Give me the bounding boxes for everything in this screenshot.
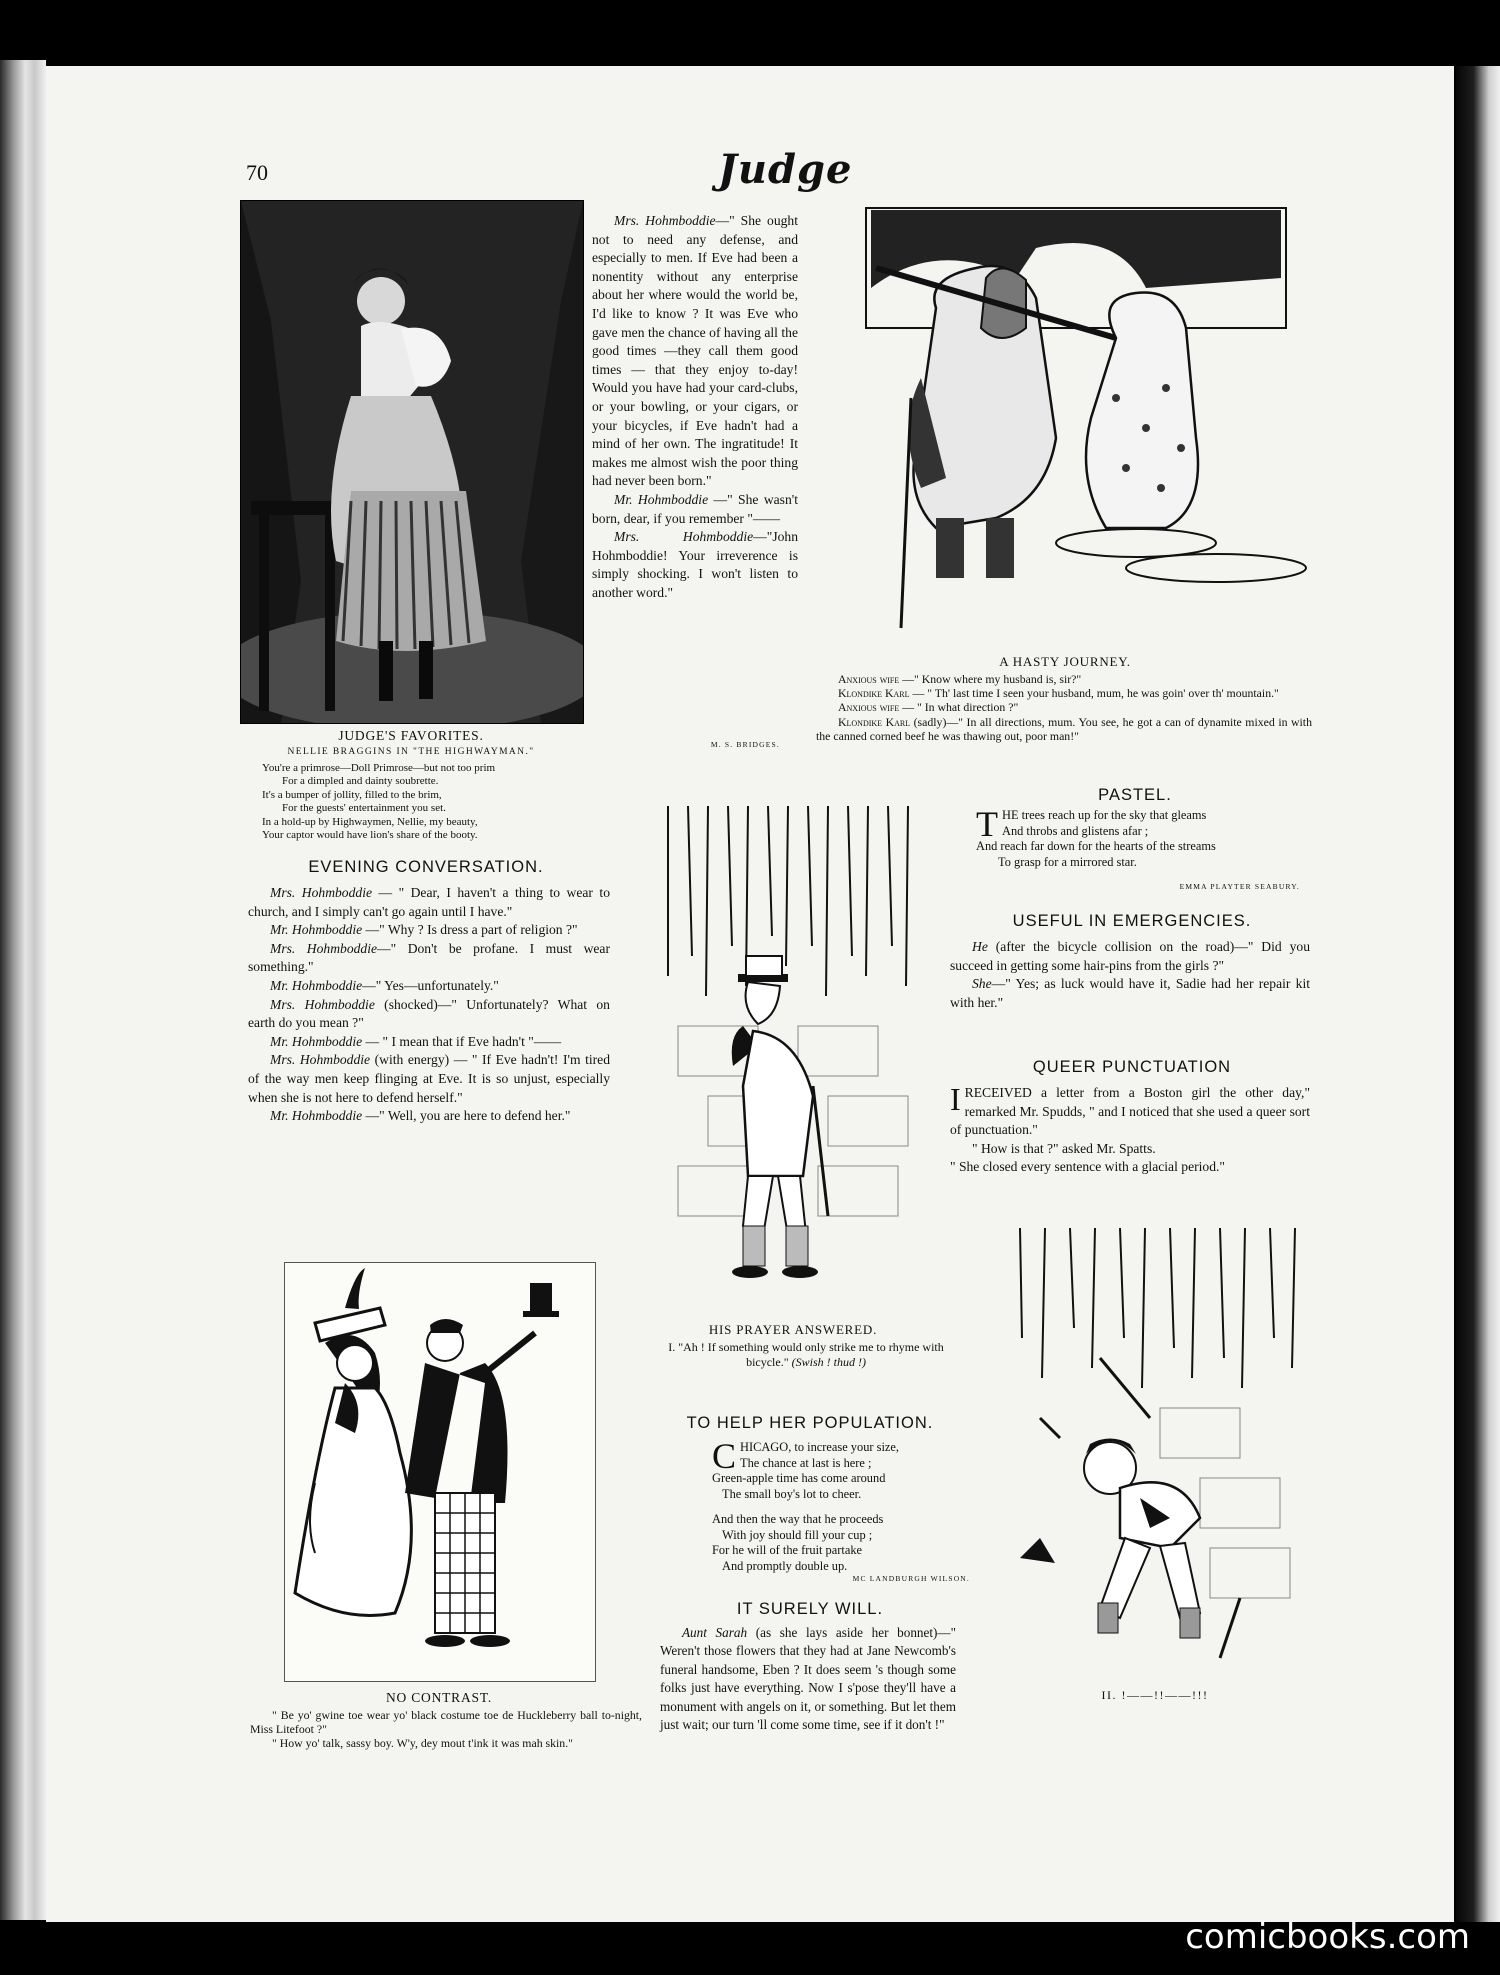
dialogue-paragraph: [248, 884, 610, 921]
no-contrast-caption: [250, 1708, 642, 1750]
his-prayer-answered-cartoon: [648, 796, 938, 1314]
prayer-sound: (Swish ! thud !): [791, 1355, 866, 1369]
dialogue-paragraph: [248, 940, 610, 977]
prayer-caption: [656, 1340, 956, 1370]
poem-line: And promptly double up.: [722, 1558, 848, 1573]
speaker: Anxious wife: [838, 700, 900, 715]
pastel-title: PASTEL.: [1098, 786, 1172, 804]
no-contrast-title: NO CONTRAST.: [385, 1690, 493, 1705]
poem-line: To grasp for a mirrored star.: [998, 854, 1137, 869]
falling-man-illustration: [1000, 1218, 1310, 1668]
dialogue-paragraph: [248, 921, 610, 940]
dialogue-text: (with energy) — " If Eve hadn't! I'm tired of the way men keep flinging at Eve. It is so unjust, especially when she is not here to defend herself.": [248, 1052, 610, 1105]
evening-conversation-title: EVENING CONVERSATION.: [308, 858, 544, 876]
dialogue-text: —" She ought not to need any defense, and especially to men. If Eve had been a nonentity without any enterprise about her where would the world be, I'd like to know ? It was Eve who gave men the chance of having all the good times —they call them good times — that they enjoy to-day! Would you have had your card-clubs, or your bowling, or your cigars, or your bicycles, if Eve hadn't had a mind of her own. The ingratitude! It makes me almost wish the poor thing had never been born.": [592, 213, 798, 489]
speaker: Mr. Hohmboddie: [270, 922, 363, 938]
speaker: He: [972, 939, 988, 954]
prayer-title: HIS PRAYER ANSWERED.: [708, 1322, 878, 1337]
dialogue-paragraph: " How is that ?" asked Mr. Spatts.: [972, 1140, 1156, 1156]
poem-line: Green-apple time has come around: [712, 1471, 886, 1485]
seabury-signature: EMMA PLAYTER SEABURY.: [1179, 882, 1300, 891]
poem-line: The chance at last is here ;: [740, 1455, 872, 1470]
dialogue-text: —" Know where my husband is, sir?": [899, 672, 1082, 686]
poem-line: And throbs and glistens afar ;: [1002, 823, 1149, 838]
speaker: Mrs. Hohmboddie: [270, 1052, 371, 1068]
dialogue-paragraph: " She closed every sentence with a glacial period.": [950, 1159, 1225, 1175]
favorites-subtitle: NELLIE BRAGGINS IN "THE HIGHWAYMAN.": [287, 747, 535, 757]
wilson-signature: MC LANDBURGH WILSON.: [852, 1574, 970, 1583]
dialogue-paragraph: [816, 715, 1312, 743]
dialogue-paragraph: [950, 1081, 1310, 1140]
speaker: Mrs. Hohmboddie: [270, 885, 373, 900]
woman-portrait-illustration: [241, 201, 583, 723]
population-title: TO HELP HER POPULATION.: [686, 1414, 934, 1432]
drop-cap: C: [712, 1436, 737, 1476]
useful-title: USEFUL IN EMERGENCIES.: [1012, 912, 1252, 930]
dialogue-text: —" Why ? Is dress a part of religion ?": [362, 922, 578, 938]
book-spine: [0, 60, 46, 1920]
dialogue-paragraph: [248, 1033, 610, 1052]
dialogue-paragraph: [592, 528, 798, 602]
dialogue-text: (after the bicycle collision on the road)—" Did you succeed in getting some hair-pins from the girls ?": [950, 939, 1310, 973]
dialogue-paragraph: [592, 212, 798, 491]
watermark: comicbooks.com: [1185, 1917, 1470, 1957]
poem-line: For he will of the fruit partake: [712, 1543, 863, 1557]
dialogue-paragraph: [248, 996, 610, 1033]
poem-line: The small boy's lot to cheer.: [722, 1486, 862, 1501]
speaker: Anxious wife: [838, 672, 900, 686]
speaker: Mrs. Hohmboddie: [270, 996, 375, 1012]
nellie-braggins-photo: [240, 200, 584, 724]
favorites-verse: [262, 762, 582, 842]
dialogue-text: —" Don't be profane. I must wear something.": [248, 940, 610, 975]
population-poem: [712, 1436, 972, 1574]
poem-line: HICAGO, to increase your size,: [740, 1440, 899, 1454]
speaker: Mr. Hohmboddie: [270, 1033, 363, 1049]
pastel-poem: [976, 804, 1316, 870]
hasty-journey-cartoon: [816, 198, 1314, 632]
bicycle-fall-cartoon: [1000, 1218, 1310, 1668]
dialogue-text: —" Well, you are here to defend her.": [362, 1108, 571, 1124]
favorites-verse-line: It's a bumper of jollity, filled to the brim,: [262, 788, 442, 801]
dialogue-text: — " Dear, I haven't a thing to wear to church, and I simply can't go again until I have.": [248, 885, 610, 919]
queer-punctuation-body: [950, 1081, 1310, 1177]
drop-cap: T: [976, 804, 998, 844]
masthead: Judge: [718, 146, 853, 193]
poem-line: HE trees reach up for the sky that gleams: [1002, 808, 1207, 822]
dialogue-paragraph: [950, 975, 1310, 1012]
speaker: Mr. Hohmboddie: [614, 491, 709, 507]
speaker: She: [972, 976, 992, 992]
speaker: Klondike Karl: [838, 714, 911, 729]
useful-body: [950, 938, 1310, 1012]
dialogue-paragraph: [592, 491, 798, 528]
favorites-verse-line: For a dimpled and dainty soubrette.: [282, 775, 439, 788]
dialogue-text: (as she lays aside her bonnet)—" Weren't those flowers that they had at Jane Newcomb's funeral handsome, Eben ? It does seem 's though some folks just have everything. Now I s'pose they'll have a monument with angels on it, or something. But let them just wait; our turn 'll come some time, see if it don't !": [660, 1625, 956, 1733]
speaker: Klondike Karl: [838, 686, 910, 701]
dialogue-paragraph: [816, 700, 1312, 714]
surely-will-title: IT SURELY WILL.: [736, 1600, 884, 1618]
dialogue-paragraph: [248, 1051, 610, 1107]
dialogue-paragraph: [660, 1624, 956, 1734]
dialogue-text: —"John Hohmboddie! Your irreverence is simply shocking. I won't listen to another word.": [592, 529, 798, 600]
surely-will-body: [660, 1624, 956, 1734]
caption-line: " Be yo' gwine toe wear yo' black costume toe de Huckleberry ball to-night, Miss Litefoot ?": [250, 1708, 642, 1736]
poem-line: And reach far down for the hearts of the streams: [976, 839, 1216, 853]
ii-caption: II. !——!!——!!!: [1101, 1688, 1209, 1702]
speaker: Aunt Sarah: [682, 1625, 748, 1640]
favorites-verse-line: For the guests' entertainment you set.: [282, 802, 446, 815]
dialogue-text: — " Th' last time I seen your husband, mum, he was goin' over th' mountain.": [909, 686, 1279, 701]
queer-punctuation-title: QUEER PUNCTUATION: [1032, 1058, 1232, 1076]
couple-illustration: [285, 1263, 595, 1681]
evening-conversation-continued: [592, 212, 798, 602]
dialogue-paragraph: [816, 672, 1312, 686]
no-contrast-cartoon: [284, 1262, 596, 1682]
favorites-title: JUDGE'S FAVORITES.: [338, 728, 484, 743]
favorites-verse-line: Your captor would have lion's share of the booty.: [262, 829, 478, 842]
dialogue-paragraph: [248, 1107, 610, 1126]
dialogue-text: — " I mean that if Eve hadn't "——: [362, 1033, 562, 1049]
favorites-verse-line: You're a primrose—Doll Primrose—but not too prim: [262, 762, 496, 774]
speaker: Mrs. Hohmboddie: [614, 529, 754, 545]
poem-line: With joy should fill your cup ;: [722, 1527, 873, 1542]
dialogue-paragraph: [950, 938, 1310, 975]
facing-page-edge: [1456, 66, 1500, 1922]
dialogue-text: —" Yes; as luck would have it, Sadie had her repair kit with her.": [950, 976, 1310, 1010]
speaker: Mrs. Hohmboddie: [614, 213, 716, 228]
klondike-illustration: [816, 198, 1314, 632]
dialogue-text: (sadly)—" In all directions, mum. You see, he got a can of dynamite mixed in with the canned corned beef he was thawing out, poor man!": [816, 714, 1312, 743]
speaker: Mrs. Hohmboddie: [270, 940, 378, 956]
drop-cap: I: [950, 1081, 961, 1117]
dialogue-text: RECEIVED a letter from a Boston girl the other day," remarked Mr. Spudds, " and I noticed that she used a queer sort of punctuation.": [950, 1085, 1310, 1138]
bicycle-man-illustration: [648, 796, 938, 1314]
dialogue-paragraph: [248, 977, 610, 996]
dialogue-text: —" She wasn't born, dear, if you remember "——: [592, 491, 798, 526]
speaker: Mr. Hohmboddie: [270, 1108, 363, 1124]
evening-conversation-body: [248, 884, 610, 1126]
dialogue-text: — " In what direction ?": [899, 700, 1019, 715]
page-number: 70: [246, 160, 268, 185]
prayer-text: I. "Ah ! If something would only strike me to rhyme with bicycle.": [668, 1340, 944, 1369]
hasty-journey-title: A HASTY JOURNEY.: [999, 654, 1131, 669]
dialogue-text: —" Yes—unfortunately.": [362, 977, 499, 993]
bridges-signature: M. S. BRIDGES.: [710, 740, 780, 749]
hasty-journey-body: [816, 672, 1312, 743]
dialogue-paragraph: [816, 686, 1312, 700]
poem-line: And then the way that he proceeds: [712, 1512, 884, 1526]
caption-line: " How yo' talk, sassy boy. W'y, dey mout t'ink it was mah skin.": [272, 1736, 573, 1750]
speaker: Mr. Hohmboddie: [270, 977, 363, 993]
dialogue-text: (shocked)—" Unfortunately? What on earth do you mean ?": [248, 996, 610, 1031]
favorites-verse-line: In a hold-up by Highwaymen, Nellie, my beauty,: [262, 815, 478, 828]
